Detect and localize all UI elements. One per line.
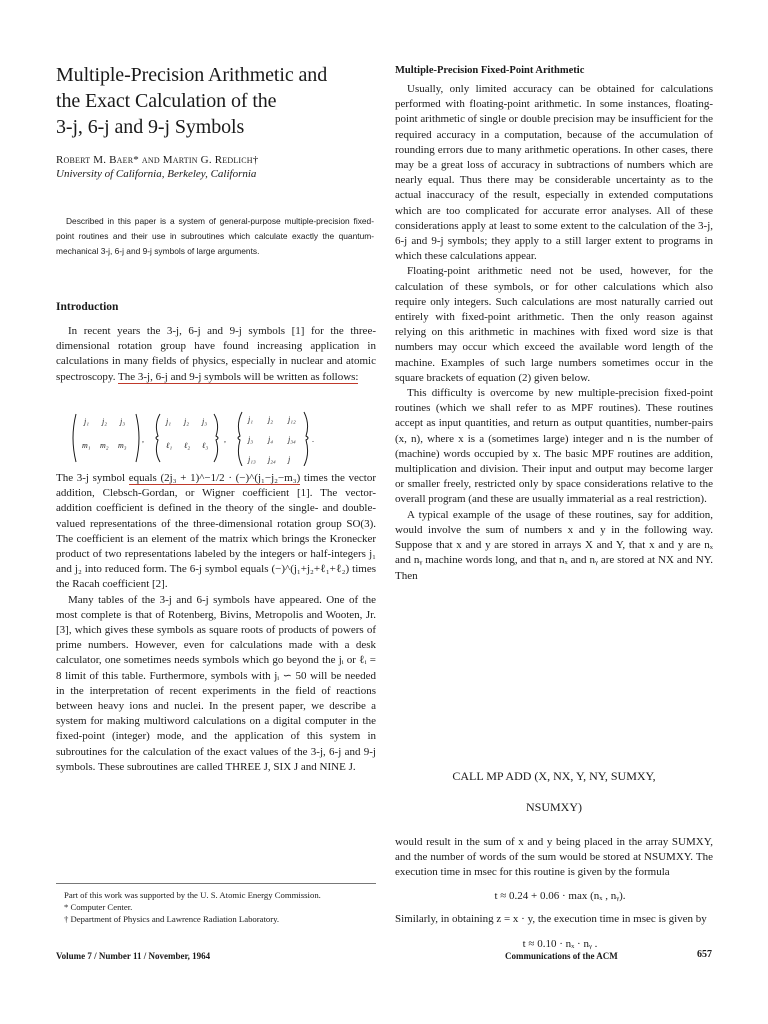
nine-j-r2-2: j₄	[268, 435, 274, 444]
abstract-text: Described in this paper is a system of general-purpose multiple-precision fixed-point routines and their use in subroutines which calculate exactly the quantum-mechanical 3-j, 6-j and 9-j symbols of large arguments.	[56, 216, 374, 256]
code-line-2: NSUMXY)	[525, 800, 582, 814]
intro-p2-rest: times the vector addition, Clebsch-Gordan, or Wigner coefficient [1]. The vector-addition coefficient is defined in the theory of the single- and double-valued representations of the three-dimensional rotation group SO(3). The coefficient is an element of the matrix which brings the Kronecker product of two representations labeled by the integers or half-integers j₁ and j₂ into reduced form. The 6-j symbol equals (−)^(j₁+j₂+ℓ₁+ℓ₂) times the Racah coefficient [2].	[56, 472, 377, 591]
three-j-top-1: j₁	[84, 417, 90, 426]
three-j-bottom-3: m₃	[118, 441, 127, 450]
six-j-bottom-1: ℓ₁	[166, 441, 173, 450]
page-number: 657	[697, 949, 712, 960]
title-line-1: Multiple-Precision Arithmetic and	[56, 64, 328, 86]
intro-paragraph-3: Many tables of the 3-j and 6-j symbols have appeared. One of the most complete is that of Rotenberg, Bivins, Metropolis and Wooten, Jr. [3], which gives these symbols as square roots of products of powers of prime numbers. However, even for calculations made with a desk calculator, one sometimes needs symbols which go beyond the jᵢ or ℓᵢ = 8 limit of this table. Furthermore, symbols with jᵢ ∽ 50 will be needed in the interpretation of recent experiments in the field of reactions between heavy ions and nuclei. In the present paper, we describe a system for making multiword calculations on a digital computer in the fixed-point (integer) mode, and the application of this system in subroutines for the calculation of the exact values of the 3-j, 6-j and 9-j symbols. These subroutines are called THREE J, SIX J and NINE J.	[56, 593, 376, 773]
nine-j-r1-2: j₂	[268, 415, 274, 424]
right-paragraph-4: A typical example of the usage of these routines, say for addition, would involve the sum of numbers x and y in the following way. Suppose that x and y are stored in arrays X and Y, that x and y are nₓ and nᵧ machine words long, and that nₓ and nᵧ are stored at NX and NY. Then	[395, 508, 713, 582]
six-j-top-2: j₂	[184, 417, 190, 426]
six-j-right-brace	[214, 414, 218, 462]
nine-j-r1-1: j₁	[248, 415, 254, 424]
nine-j-r3-2: j₂₄	[268, 455, 276, 464]
equation-mult-time: t ≈ 0.10 · nₓ · nᵧ .	[522, 938, 598, 951]
authors-block	[56, 153, 376, 181]
right-column-text	[395, 82, 713, 584]
six-j-top-3: j₃	[202, 417, 208, 426]
right-paragraph-2: Floating-point arithmetic need not be used, however, for the calculation of these symbols, or for other calculations which also require only integers. Such calculations are most naturally carried out entirely with fixed-point arithmetic. Then the only reason against relying on this arithmetic in machines with fixed word size is that numbers may occur which exceed the available word length of the machine. Examples of such large numbers sometimes occur in the square brackets of equation (2) given below.	[395, 265, 713, 384]
nine-j-r3-1: j₁₃	[248, 455, 256, 464]
three-j-left-paren	[73, 414, 76, 462]
nine-j-r1-3: j₁₂	[288, 415, 296, 424]
right-paragraph-5: would result in the sum of x and y being placed in the array SUMXY, and the number of words of the sum would be stored at NSUMXY. The execution time in msec for this routine is given by the formula	[395, 836, 713, 879]
abstract	[56, 214, 374, 259]
six-j-top-1: j₁	[166, 417, 172, 426]
intro-paragraph-1	[56, 324, 376, 385]
intro-p2-underlined: equals (2j₃ + 1)^−1/2 · (−)^(j₁−j₂−m₃)	[128, 472, 301, 484]
six-j-bottom-3: ℓ₃	[202, 441, 209, 450]
intro-paragraph-2	[56, 471, 376, 775]
three-j-bottom-2: m₂	[100, 441, 109, 450]
intro-p1-text: In recent years the 3-j, 6-j and 9-j symbols [1] for the three-dimensional rotation group have found increasing application in calculations in many fields of physics, especially in nuclear and atomic spectroscopy.	[56, 325, 376, 383]
intro-p2-start: The 3-j symbol	[56, 472, 126, 484]
author-affiliation: University of California, Berkeley, California	[56, 168, 257, 180]
paper-title	[56, 62, 376, 140]
three-j-top-2: j₂	[102, 417, 108, 426]
section-heading-mpf: Multiple-Precision Fixed-Point Arithmetic	[395, 65, 585, 76]
six-j-bottom-2: ℓ₂	[184, 441, 191, 450]
footer-journal-name: Communications of the ACM	[505, 951, 618, 961]
right-paragraph-1: Usually, only limited accuracy can be obtained for calculations performed with floating-point arithmetic. In some instances, floating-point arithmetic of single or double precision may be insufficient for the required accuracy in a computation, because of the accumulation of rounding errors due to many arithmetic operations. In other cases, there may be a great loss of accuracy in subtractions of numbers which are nearly equal. Thus there may be considerable uncertainty as to the actual inaccuracy of the result, especially in extended computations which are too complicated for accurate error analyses. All of these considerations apply at least to some extent to the calculation of the 3-j, 6-j and 9-j symbols; they apply to a still larger extent to programs in which these calculations appear.	[395, 83, 713, 263]
footnote-funding: Part of this work was supported by the U. S. Atomic Energy Commission.	[64, 890, 321, 900]
symbol-comma-2: ,	[224, 435, 226, 444]
right-paragraph-6: Similarly, in obtaining z = x · y, the execution time in msec is given by	[395, 912, 707, 925]
footnote-physics-dept: † Department of Physics and Lawrence Radiation Laboratory.	[64, 914, 280, 924]
equation-add-time: t ≈ 0.24 + 0.06 · max (nₓ , nᵧ).	[494, 889, 626, 902]
nine-j-left-brace	[238, 412, 242, 466]
symbols-display	[70, 410, 370, 466]
intro-p1-underlined: The 3-j, 6-j and 9-j symbols will be written as follows:	[118, 370, 359, 383]
nine-j-right-brace	[304, 412, 308, 466]
three-j-right-paren	[136, 414, 139, 462]
nine-j-r2-3: j₃₄	[288, 435, 296, 444]
code-line-1: CALL MP ADD (X, NX, Y, NY, SUMXY,	[452, 769, 656, 783]
code-example	[395, 761, 713, 823]
three-j-top-3: j₃	[120, 417, 126, 426]
footer-volume-info: Volume 7 / Number 11 / November, 1964	[56, 951, 211, 961]
title-line-2: the Exact Calculation of the	[56, 90, 277, 112]
footnote-computer-center: * Computer Center.	[64, 902, 133, 912]
section-heading-introduction: Introduction	[56, 301, 119, 313]
nine-j-r2-1: j₃	[248, 435, 254, 444]
three-j-bottom-1: m₁	[82, 441, 91, 450]
nine-j-r3-3: j	[288, 455, 291, 464]
right-column-text-2	[395, 835, 713, 952]
symbol-comma-1: ,	[142, 435, 144, 444]
footnotes	[56, 883, 376, 925]
symbol-period: .	[312, 435, 314, 444]
six-j-left-brace	[156, 414, 160, 462]
title-line-3: 3-j, 6-j and 9-j Symbols	[56, 116, 245, 138]
right-paragraph-3: This difficulty is overcome by new multiple-precision fixed-point routines (which we shall refer to as MPF routines). These routines accept as input quantities, and return as output quantities, number-pairs (x, n), where x is a (sometimes large) integer and n is the number of (machine) words occupied by x. The basic MPF routines are addition, multiplication and division. Their input and output may become larger or smaller freely, restricted only by space considerations relative to the overall program (and these are usually immaterial as a real restriction).	[395, 387, 713, 506]
author-names: Robert M. Baer* and Martin G. Redlich†	[56, 154, 259, 166]
